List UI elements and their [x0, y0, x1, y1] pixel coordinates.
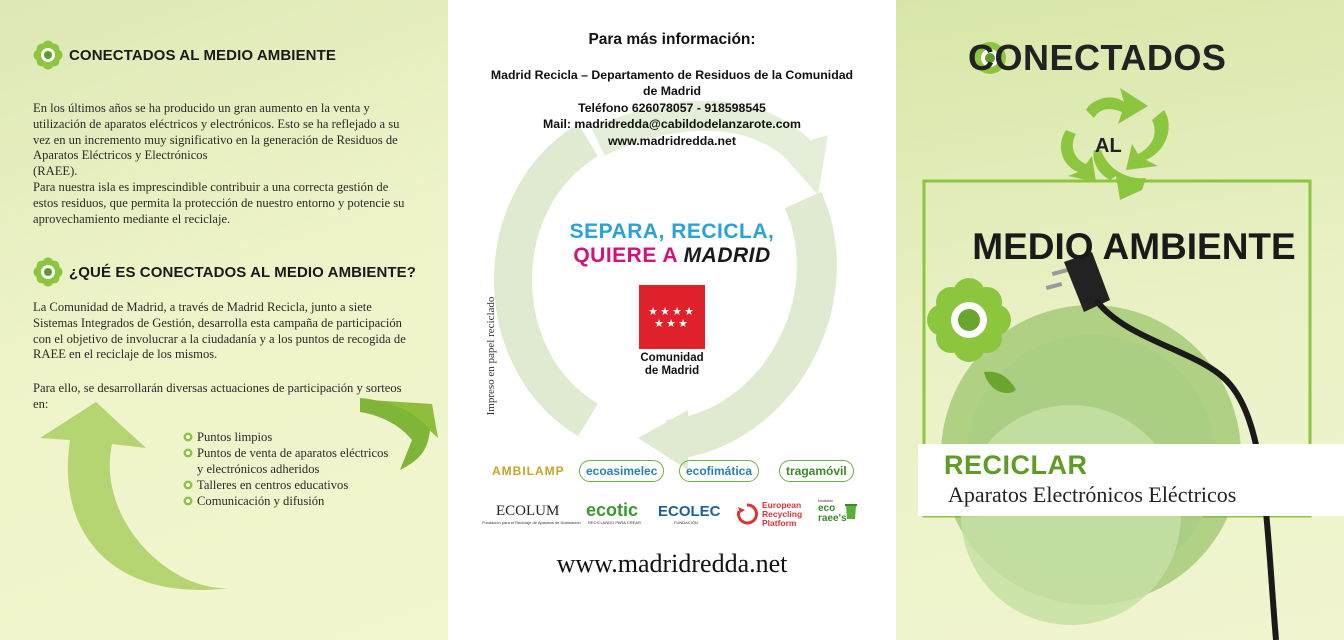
text-line: (RAEE). — [33, 164, 78, 179]
heading-text: CONECTADOS AL MEDIO AMBIENTE — [69, 46, 336, 64]
flower-bullet-icon — [183, 496, 193, 506]
erp-recycle-icon — [736, 503, 758, 525]
left-panel — [0, 0, 448, 640]
description-paragraph — [33, 300, 438, 363]
text-line: estos residuos, que permita la protección de nuestro entorno y potencie su — [33, 195, 405, 210]
activities-paragraph — [33, 381, 438, 413]
text-line: Recycling — [762, 509, 803, 519]
text-line: aprovechamiento mediante el reciclaje. — [33, 211, 231, 226]
text-line: con el objetivo de involucrar a la ciudadanía y a los puntos de recogida de — [33, 331, 406, 346]
text-line: En los últimos años se ha producido un gran aumento en la venta y — [33, 101, 370, 115]
list-item — [183, 477, 388, 493]
logo-ecoasimelec: ecoasimelec — [579, 460, 664, 482]
list-item — [183, 445, 388, 461]
reciclar-subtitle: Aparatos Electrónicos Eléctricos — [948, 482, 1237, 507]
contact-organization: Madrid Recicla – Departamento de Residuos de la Comunidad — [490, 68, 854, 82]
logo-ecotic: ecotic — [586, 500, 639, 520]
logo-european-recycling-platform — [762, 501, 802, 528]
recycled-paper-note: Impreso en papel reciclado — [485, 296, 497, 416]
activities-list — [183, 429, 388, 509]
list-item-text: y electrónicos adheridos — [197, 462, 320, 476]
svg-text:★: ★ — [678, 317, 688, 330]
right-panel — [896, 0, 1344, 640]
website-footer: www.madridredda.net — [556, 549, 788, 578]
flower-plug-icon — [33, 257, 63, 287]
logo-ecofimatica: ecofimática — [679, 460, 759, 482]
svg-text:★: ★ — [660, 305, 670, 318]
text-line: en: — [33, 396, 49, 411]
info-title: Para más información: — [588, 31, 756, 48]
cover-title-conectados: CONECTADOS — [968, 37, 1227, 78]
comunidad-madrid-name — [606, 352, 738, 377]
logo-tragamovil: tragamóvil — [779, 460, 854, 482]
cover-graphics — [896, 0, 1344, 640]
svg-text:★: ★ — [672, 305, 682, 318]
logo-ecolum-tagline: Fundación para el Reciclaje de Aparatos de Iluminación — [482, 520, 581, 525]
recycle-bin-icon — [843, 502, 859, 520]
svg-text:★: ★ — [684, 305, 694, 318]
section-heading-conectados — [33, 40, 336, 70]
flower-bullet-icon — [183, 448, 193, 458]
flower-bullet-icon — [183, 480, 193, 490]
comunidad-madrid-flag-logo — [639, 285, 705, 349]
list-item-continuation — [183, 461, 388, 477]
logo-ecolum: ECOLUM — [496, 503, 560, 519]
text-line: Comunidad — [640, 352, 704, 364]
svg-text:★: ★ — [666, 317, 676, 330]
section-heading-que-es — [33, 257, 416, 287]
text-line: Aparatos Eléctricos y Electrónicos — [33, 148, 208, 163]
list-item-text: Puntos limpios — [197, 430, 273, 444]
text-line: Para ello, se desarrollarán diversas actuaciones de participación y sorteos — [33, 381, 402, 395]
contact-organization-cont: de Madrid — [642, 84, 702, 99]
text-line: raee's — [818, 513, 847, 524]
text-line: vez en un incremento muy significativo en la generación de Residuos de — [33, 132, 398, 147]
flower-plug-icon — [33, 40, 63, 70]
contact-phone: Teléfono 626078057 - 918598545 — [578, 100, 766, 115]
cover-title-al: AL — [1095, 135, 1122, 157]
list-item-text: Comunicación y difusión — [197, 494, 325, 508]
flower-bullet-icon — [183, 432, 193, 442]
logo-ecolec-tagline: FUNDACIÓN — [674, 520, 698, 525]
text-line: Para nuestra isla es imprescindible contribuir a una correcta gestión de — [33, 179, 389, 194]
contact-email: Mail: madridredda@cabildodelanzarote.com — [543, 117, 801, 132]
text-line: eco — [818, 503, 836, 514]
svg-text:★: ★ — [648, 305, 658, 318]
contact-info — [448, 67, 896, 149]
slogan-line-2 — [448, 244, 896, 268]
slogan-madrid: MADRID — [683, 244, 771, 267]
intro-paragraph — [33, 101, 438, 227]
text-line: Platform — [762, 518, 797, 528]
list-item — [183, 429, 388, 445]
text-line: Sistemas Integrados de Gestión, desarrolla esta campaña de participación — [33, 315, 402, 330]
list-item-text: Puntos de venta de aparatos eléctricos — [197, 446, 389, 460]
reciclar-heading: RECICLAR — [944, 450, 1088, 480]
slogan-line-1: SEPARA, RECICLA, — [569, 220, 775, 243]
cover-title-medio-ambiente: MEDIO AMBIENTE — [972, 226, 1296, 267]
slogan-quiere: QUIERE A — [573, 244, 678, 267]
text-line: RAEE en el reciclaje de los mismos. — [33, 347, 218, 362]
text-line: La Comunidad de Madrid, a través de Madrid Recicla, junto a siete — [33, 300, 372, 314]
logo-ecolec: ECOLEC — [658, 503, 721, 520]
svg-text:★: ★ — [654, 317, 664, 330]
text-line: European — [762, 500, 802, 510]
logo-ambilamp: AMBILAMP — [492, 464, 565, 478]
logo-ecotic-tagline: RECICLANDO PARA CREAR — [588, 520, 641, 525]
heading-text: ¿QUÉ ES CONECTADOS AL MEDIO AMBIENTE? — [69, 263, 417, 281]
list-item — [183, 493, 388, 509]
text-line: utilización de aparatos eléctricos y electrónicos. Esto se ha reflejado a su — [33, 116, 400, 131]
text-line: de Madrid — [644, 364, 700, 377]
middle-panel — [448, 0, 896, 640]
list-item-text: Talleres en centros educativos — [197, 478, 349, 492]
contact-website: www.madridredda.net — [607, 133, 736, 148]
logo-ecoraees-tagline: fundación — [818, 499, 834, 503]
